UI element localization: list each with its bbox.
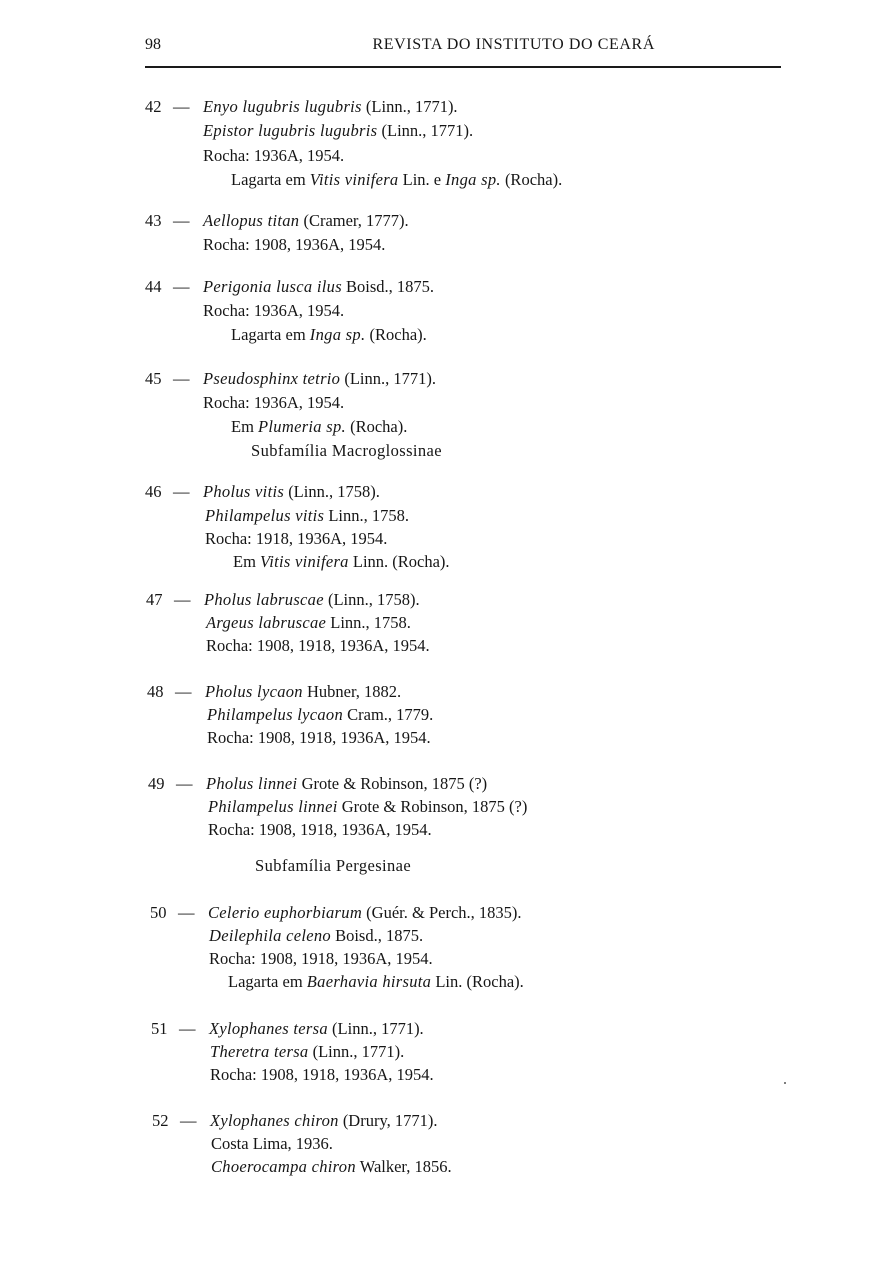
entry-number: 52 [152,1111,169,1130]
synonym-author: Linn., 1758. [330,613,411,632]
species-name: Pholus labruscae [204,590,324,609]
entry-number: 44 [145,277,162,296]
species-name: Celerio euphorbiarum [208,903,363,922]
entry-48-rocha: Rocha: 1908, 1918, 1936A, 1954. [207,728,431,747]
note-mid: Lin. e [398,170,446,189]
entry-49-title [148,773,487,795]
species-author: (Linn., 1758). [288,482,380,501]
entry-47-synonym [206,612,411,634]
entry-number: 48 [147,682,164,701]
page-number: 98 [145,36,161,53]
synonym-name: Choerocampa chiron [211,1157,356,1176]
host-plant: Vitis vinifera [309,170,399,189]
entry-number: 47 [146,590,163,609]
synonym-author: Cram., 1779. [347,705,434,724]
entry-dash: — [178,903,195,922]
species-name: Pholus lycaon [205,682,303,701]
entry-52-synonym [211,1156,452,1178]
entry-dash: — [179,1019,196,1038]
synonym-author: (Linn., 1771). [312,1042,405,1061]
entry-dash: — [173,97,190,116]
running-title: REVISTA DO INSTITUTO DO CEARÁ [372,36,655,53]
entry-50-rocha: Rocha: 1908, 1918, 1936A, 1954. [209,949,433,968]
entry-51-synonym [210,1041,404,1063]
note-suffix: (Rocha). [365,325,427,344]
species-author: (Linn., 1771). [332,1019,424,1038]
species-author: (Linn., 1771). [365,97,458,116]
entry-46-rocha: Rocha: 1918, 1936A, 1954. [205,529,388,548]
synonym-name: Epistor lugubris lugubris [203,121,378,140]
entry-number: 51 [151,1019,168,1038]
subfamily-heading-macroglossinae: Subfamília Macroglossinae [251,441,443,460]
entry-number: 42 [145,97,162,116]
entry-45-rocha: Rocha: 1936A, 1954. [203,393,345,412]
synonym-author: Grote & Robinson, 1875 (?) [341,797,528,816]
species-author: (Cramer, 1777). [303,211,409,230]
species-author: Hubner, 1882. [306,682,402,701]
subfamily-heading-pergesinae: Subfamília Pergesinae [255,856,412,875]
species-author: Boisd., 1875. [346,277,435,296]
host-plant: Vitis vinifera [260,552,349,571]
entry-43-title [145,210,409,232]
entry-42-note [231,169,562,191]
header-rule [145,66,781,68]
species-name: Pseudosphinx tetrio [203,369,341,388]
note-suffix: (Rocha). [500,170,563,189]
note-suffix: Lin. (Rocha). [431,972,524,991]
synonym-name: Deilephila celeno [209,926,331,945]
entry-number: 50 [150,903,167,922]
entry-50-title [150,902,522,924]
species-name: Xylophanes tersa [209,1019,328,1038]
entry-47-title [146,589,420,611]
species-name: Perigonia lusca ilus [203,277,342,296]
scan-speck [784,1082,786,1084]
synonym-name: Philampelus lycaon [207,705,343,724]
entry-dash: — [176,774,193,793]
synonym-name: Argeus labruscae [206,613,327,632]
host-plant: Plumeria sp. [258,417,346,436]
entry-45-title [145,368,436,390]
note-prefix: Em [231,417,259,436]
note-suffix: (Rocha). [345,417,408,436]
entry-44-note [231,324,427,346]
entry-42-synonym [203,120,473,142]
species-author: Grote & Robinson, 1875 (?) [301,774,488,793]
host-plant: Inga sp. [309,325,366,344]
species-author: (Drury, 1771). [342,1111,438,1130]
entry-dash: — [173,482,190,501]
host-plant: Inga sp. [445,170,501,189]
species-author: (Linn., 1771). [344,369,437,388]
species-author: (Guér. & Perch., 1835). [366,903,522,922]
entry-44-rocha: Rocha: 1936A, 1954. [203,301,345,320]
entry-dash: — [180,1111,197,1130]
note-prefix: Lagarta em [228,972,307,991]
entry-43-rocha: Rocha: 1908, 1936A, 1954. [203,235,386,254]
synonym-author: (Linn., 1771). [381,121,474,140]
species-name: Pholus vitis [203,482,285,501]
entry-dash: — [173,369,190,388]
synonym-name: Philampelus linnei [208,797,338,816]
species-name: Pholus linnei [206,774,298,793]
entry-46-note [233,551,450,573]
entry-48-synonym [207,704,433,726]
synonym-author: Boisd., 1875. [335,926,424,945]
entry-dash: — [175,682,192,701]
entry-dash: — [173,211,190,230]
species-author: (Linn., 1758). [327,590,420,609]
note-suffix: Linn. (Rocha). [348,552,450,571]
synonym-name: Philampelus vitis [205,506,325,525]
entry-dash: — [173,277,190,296]
synonym-name: Theretra tersa [210,1042,309,1061]
synonym-author: Walker, 1856. [359,1157,452,1176]
species-name: Enyo lugubris lugubris [203,97,362,116]
entry-50-synonym [209,925,423,947]
entry-49-synonym [208,796,527,818]
entry-46-synonym [205,505,409,527]
note-prefix: Lagarta em [231,325,310,344]
entry-dash: — [174,590,191,609]
species-name: Xylophanes chiron [210,1111,339,1130]
synonym-author: Linn., 1758. [328,506,410,525]
entry-52-other-ref: Costa Lima, 1936. [211,1134,333,1153]
entry-48-title [147,681,401,703]
host-plant: Baerhavia hirsuta [306,972,432,991]
entry-number: 45 [145,369,162,388]
species-name: Aellopus titan [203,211,300,230]
note-prefix: Lagarta em [231,170,310,189]
entry-45-note [231,416,407,438]
entry-44-title [145,276,434,298]
entry-47-rocha: Rocha: 1908, 1918, 1936A, 1954. [206,636,430,655]
note-prefix: Em [233,552,261,571]
entry-52-title [152,1110,438,1132]
entry-51-title [151,1018,424,1040]
entry-46-title [145,481,380,503]
entry-50-note [228,971,524,993]
page-header [145,36,781,58]
entry-number: 46 [145,482,162,501]
entry-42-rocha: Rocha: 1936A, 1954. [203,146,345,165]
entry-number: 49 [148,774,165,793]
entry-51-rocha: Rocha: 1908, 1918, 1936A, 1954. [210,1065,434,1084]
entry-42-title [145,96,458,118]
entry-49-rocha: Rocha: 1908, 1918, 1936A, 1954. [208,820,432,839]
entry-number: 43 [145,211,162,230]
